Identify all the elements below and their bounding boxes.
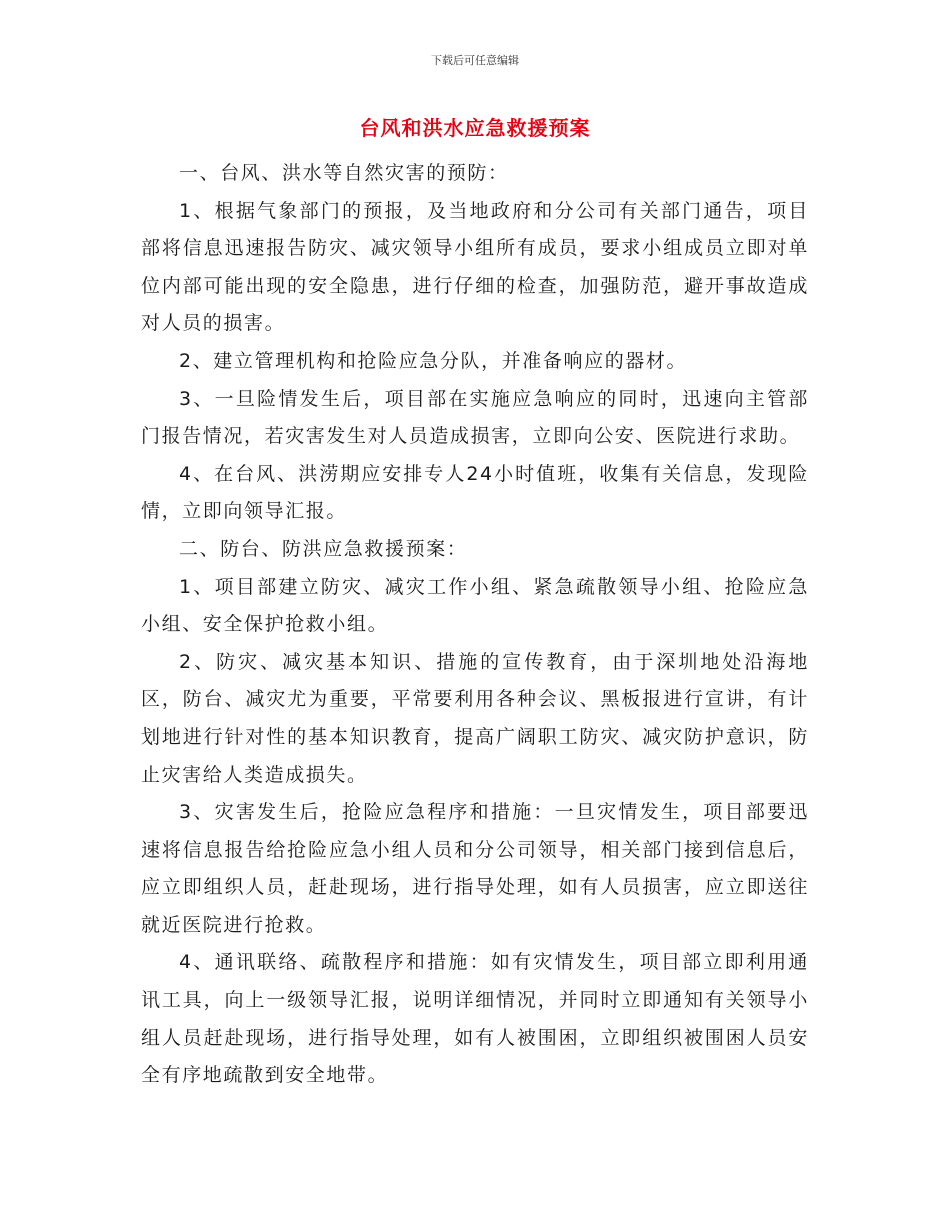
paragraph: 4、在台风、洪涝期应安排专人24小时值班，收集有关信息，发现险情，立即向领导汇报。 bbox=[141, 462, 809, 523]
paragraph: 3、一旦险情发生后，项目部在实施应急响应的同时，迅速向主管部门报告情况，若灾害发生对人员造成损害，立即向公安、医院进行求助。 bbox=[141, 387, 809, 448]
paragraph: 2、防灾、减灾基本知识、措施的宣传教育，由于深圳地处沿海地区，防台、减灾尤为重要，平常要利用各种会议、黑板报进行宣讲，有计划地进行针对性的基本知识教育，提高广阔职工防灾、减灾防护意识，防止灾害给人类造成损失。 bbox=[141, 650, 809, 786]
paragraph: 4、通讯联络、疏散程序和措施：如有灾情发生，项目部立即利用通讯工具，向上一级领导汇报，说明详细情况，并同时立即通知有关领导小组人员赶赴现场，进行指导处理，如有人被围困，立即组织被围困人员安全有序地疏散到安全地带。 bbox=[141, 951, 809, 1087]
paragraph: 3、灾害发生后，抢险应急程序和措施：一旦灾情发生，项目部要迅速将信息报告给抢险应急小组人员和分公司领导，相关部门接到信息后，应立即组织人员，赶赴现场，进行指导处理，如有人员损害，应立即送往就近医院进行抢救。 bbox=[141, 801, 809, 936]
page-title: 台风和洪水应急救援预案 bbox=[359, 116, 591, 140]
document-body bbox=[141, 155, 809, 1095]
paragraph: 1、项目部建立防灾、减灾工作小组、紧急疏散领导小组、抢险应急小组、安全保护抢救小组。 bbox=[141, 575, 809, 636]
paragraph: 1、根据气象部门的预报，及当地政府和分公司有关部门通告，项目部将信息迅速报告防灾、减灾领导小组所有成员，要求小组成员立即对单位内部可能出现的安全隐患，进行仔细的检查，加强防范，避开事故造成对人员的损害。 bbox=[141, 199, 809, 335]
header-note: 下载后可任意编辑 bbox=[431, 54, 519, 67]
paragraph: 2、建立管理机构和抢险应急分队，并准备响应的器材。 bbox=[179, 349, 688, 372]
section-heading-emergency-plan: 二、防台、防洪应急救援预案： bbox=[179, 537, 468, 560]
section-heading-prevention: 一、台风、洪水等自然灾害的预防： bbox=[179, 162, 509, 184]
